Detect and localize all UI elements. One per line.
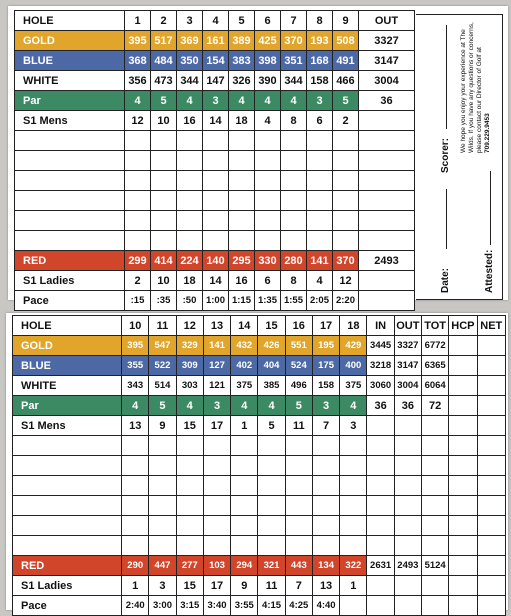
white-out-total: 3004	[394, 376, 421, 396]
hole-number: 7	[281, 11, 307, 31]
white-yardage: 390	[255, 71, 281, 91]
out-header: OUT	[394, 316, 421, 336]
ladies-handicap: 3	[149, 576, 176, 596]
white-tee-row	[13, 376, 506, 396]
hole-row	[15, 11, 415, 31]
s1-mens-row	[13, 416, 506, 436]
back-nine-card	[6, 313, 508, 610]
ladies-handicap: 12	[333, 271, 359, 291]
score-row[interactable]	[15, 191, 415, 211]
tot-cell	[422, 596, 449, 616]
pace-time: :50	[177, 291, 203, 311]
par-label: Par	[13, 396, 122, 416]
ladies-handicap: 2	[125, 271, 151, 291]
gold-yardage: 429	[340, 336, 367, 356]
ladies-handicap: 18	[177, 271, 203, 291]
red-yardage: 140	[203, 251, 229, 271]
s1-ladies-row	[13, 576, 506, 596]
white-yardage: 385	[258, 376, 285, 396]
mens-handicap: 1	[231, 416, 258, 436]
score-row[interactable]	[13, 536, 506, 556]
hole-number: 4	[203, 11, 229, 31]
score-row[interactable]	[15, 231, 415, 251]
pace-time: 2:40	[122, 596, 149, 616]
red-label: RED	[15, 251, 125, 271]
blue-yardage: 175	[312, 356, 339, 376]
blue-yardage: 524	[285, 356, 312, 376]
mens-handicap: 2	[333, 111, 359, 131]
par-value: 3	[312, 396, 339, 416]
red-yardage: 224	[177, 251, 203, 271]
pace-label: Pace	[13, 596, 122, 616]
hole-number: 8	[307, 11, 333, 31]
score-row[interactable]	[13, 516, 506, 536]
gold-yardage: 395	[125, 31, 151, 51]
mens-handicap: 5	[258, 416, 285, 436]
blue-yardage: 398	[255, 51, 281, 71]
red-tot-total: 5124	[422, 556, 449, 576]
par-value: 5	[149, 396, 176, 416]
hole-row	[13, 316, 506, 336]
red-out-total: 2493	[394, 556, 421, 576]
s1-mens-row	[15, 111, 415, 131]
pace-row	[15, 291, 415, 311]
par-tot-total: 72	[422, 396, 449, 416]
net-cell[interactable]	[477, 416, 505, 436]
blue-tot-total: 6365	[422, 356, 449, 376]
red-yardage: 321	[258, 556, 285, 576]
par-value: 3	[307, 91, 333, 111]
net-cell	[477, 596, 505, 616]
hole-number: 2	[151, 11, 177, 31]
ladies-handicap: 15	[176, 576, 203, 596]
mens-handicap: 12	[125, 111, 151, 131]
pace-time: 4:25	[285, 596, 312, 616]
ladies-handicap: 9	[231, 576, 258, 596]
hole-label: HOLE	[13, 316, 122, 336]
par-value: 4	[340, 396, 367, 416]
white-yardage: 514	[149, 376, 176, 396]
mens-handicap: 6	[307, 111, 333, 131]
pace-time	[340, 596, 367, 616]
score-row[interactable]	[15, 171, 415, 191]
hole-number: 6	[255, 11, 281, 31]
gold-yardage: 426	[258, 336, 285, 356]
hcp-cell[interactable]	[449, 396, 477, 416]
net-cell[interactable]	[477, 376, 505, 396]
gold-tee-row	[13, 336, 506, 356]
net-header: NET	[477, 316, 505, 336]
white-yardage: 344	[281, 71, 307, 91]
ladies-handicap: 13	[312, 576, 339, 596]
gold-in-total: 3445	[367, 336, 394, 356]
hcp-cell[interactable]	[449, 356, 477, 376]
net-cell[interactable]	[477, 356, 505, 376]
blue-yardage: 368	[125, 51, 151, 71]
red-yardage: 414	[151, 251, 177, 271]
hole-number: 13	[203, 316, 230, 336]
blue-yardage: 522	[149, 356, 176, 376]
hole-number: 15	[258, 316, 285, 336]
hole-number: 5	[229, 11, 255, 31]
s1-ladies-label: S1 Ladies	[15, 271, 125, 291]
gold-yardage: 329	[176, 336, 203, 356]
gold-label: GOLD	[15, 31, 125, 51]
pace-time: 1:55	[281, 291, 307, 311]
out-cell	[394, 596, 421, 616]
mens-handicap: 9	[149, 416, 176, 436]
score-row[interactable]	[13, 496, 506, 516]
attested-signature-line[interactable]	[490, 171, 491, 245]
score-row[interactable]	[13, 476, 506, 496]
par-value: 4	[281, 91, 307, 111]
date-label: Date:	[440, 267, 451, 293]
par-value: 5	[151, 91, 177, 111]
phone-number: 709.229.9453	[484, 113, 491, 153]
red-yardage: 447	[149, 556, 176, 576]
pace-time: 1:15	[229, 291, 255, 311]
gold-yardage: 370	[281, 31, 307, 51]
white-out-total: 3004	[359, 71, 415, 91]
gold-label: GOLD	[13, 336, 122, 356]
red-yardage: 134	[312, 556, 339, 576]
pace-time: 2:20	[333, 291, 359, 311]
score-row[interactable]	[13, 436, 506, 456]
pace-time: 3:55	[231, 596, 258, 616]
ladies-handicap: 16	[229, 271, 255, 291]
hole-number: 11	[149, 316, 176, 336]
par-row	[13, 396, 506, 416]
pace-time: :35	[151, 291, 177, 311]
blue-yardage: 168	[307, 51, 333, 71]
in-cell	[367, 596, 394, 616]
gold-yardage: 547	[149, 336, 176, 356]
ladies-handicap: 4	[307, 271, 333, 291]
blue-out-total: 3147	[359, 51, 415, 71]
pace-time: 3:40	[203, 596, 230, 616]
blue-label: BLUE	[15, 51, 125, 71]
pace-out-cell	[359, 291, 415, 311]
net-cell[interactable]	[477, 396, 505, 416]
blue-yardage: 309	[176, 356, 203, 376]
red-yardage: 299	[125, 251, 151, 271]
date-line[interactable]	[446, 189, 447, 249]
gold-yardage: 517	[151, 31, 177, 51]
hole-number: 14	[231, 316, 258, 336]
mens-out-cell[interactable]	[359, 111, 415, 131]
score-row[interactable]	[15, 211, 415, 231]
red-yardage: 141	[307, 251, 333, 271]
s1-ladies-row	[15, 271, 415, 291]
blue-yardage: 484	[151, 51, 177, 71]
pace-time: 2:05	[307, 291, 333, 311]
gold-out-total: 3327	[359, 31, 415, 51]
red-tee-row	[15, 251, 415, 271]
par-value: 4	[229, 91, 255, 111]
ladies-handicap: 7	[285, 576, 312, 596]
par-value: 4	[125, 91, 151, 111]
par-out-total: 36	[359, 91, 415, 111]
par-row	[15, 91, 415, 111]
mens-handicap: 18	[229, 111, 255, 131]
gold-out-total: 3327	[394, 336, 421, 356]
in-cell[interactable]	[367, 576, 394, 596]
blue-yardage: 383	[229, 51, 255, 71]
white-yardage: 496	[285, 376, 312, 396]
mens-handicap: 3	[340, 416, 367, 436]
gold-yardage: 425	[255, 31, 281, 51]
pace-time: 4:15	[258, 596, 285, 616]
white-yardage: 147	[203, 71, 229, 91]
mens-handicap: 7	[312, 416, 339, 436]
tot-cell[interactable]	[422, 576, 449, 596]
front-nine-table	[14, 10, 415, 311]
par-out-total: 36	[394, 396, 421, 416]
attested-label: Attested:	[484, 249, 495, 293]
gold-yardage: 551	[285, 336, 312, 356]
white-label: WHITE	[15, 71, 125, 91]
mens-handicap: 16	[177, 111, 203, 131]
ladies-handicap: 1	[340, 576, 367, 596]
white-yardage: 375	[231, 376, 258, 396]
white-yardage: 344	[177, 71, 203, 91]
par-value: 4	[255, 91, 281, 111]
ladies-out-cell[interactable]	[359, 271, 415, 291]
ladies-handicap: 6	[255, 271, 281, 291]
hcp-cell[interactable]	[449, 336, 477, 356]
ladies-handicap: 14	[203, 271, 229, 291]
red-yardage: 280	[281, 251, 307, 271]
par-value: 4	[231, 396, 258, 416]
s1-ladies-label: S1 Ladies	[13, 576, 122, 596]
par-value: 5	[333, 91, 359, 111]
white-yardage: 343	[122, 376, 149, 396]
blue-yardage: 404	[258, 356, 285, 376]
scorer-panel	[416, 14, 503, 300]
par-value: 4	[176, 396, 203, 416]
gold-yardage: 395	[122, 336, 149, 356]
blue-yardage: 491	[333, 51, 359, 71]
gold-yardage: 508	[333, 31, 359, 51]
pace-label: Pace	[15, 291, 125, 311]
scorer-signature-line[interactable]	[446, 25, 447, 129]
gold-yardage: 369	[177, 31, 203, 51]
white-yardage: 326	[229, 71, 255, 91]
in-header: IN	[367, 316, 394, 336]
hole-number: 10	[122, 316, 149, 336]
mens-handicap: 15	[176, 416, 203, 436]
red-yardage: 277	[176, 556, 203, 576]
red-yardage: 290	[122, 556, 149, 576]
mens-handicap: 17	[203, 416, 230, 436]
blue-out-total: 3147	[394, 356, 421, 376]
white-tot-total: 6064	[422, 376, 449, 396]
s1-mens-label: S1 Mens	[15, 111, 125, 131]
contact-note-text: We hope you enjoy your experience at The Wilds. If you have any questions or concerns, please contact our Director of Golf at	[460, 22, 483, 153]
white-yardage: 303	[176, 376, 203, 396]
contact-note	[460, 21, 492, 153]
hcp-cell[interactable]	[449, 416, 477, 436]
white-tee-row	[15, 71, 415, 91]
tot-header: TOT	[422, 316, 449, 336]
ladies-handicap: 8	[281, 271, 307, 291]
net-cell[interactable]	[477, 576, 505, 596]
mens-handicap: 10	[151, 111, 177, 131]
blue-yardage: 351	[281, 51, 307, 71]
hole-label: HOLE	[15, 11, 125, 31]
mens-handicap: 4	[255, 111, 281, 131]
hcp-cell[interactable]	[449, 376, 477, 396]
red-yardage: 294	[231, 556, 258, 576]
in-cell[interactable]	[367, 416, 394, 436]
par-value: 5	[285, 396, 312, 416]
par-value: 4	[258, 396, 285, 416]
blue-yardage: 402	[231, 356, 258, 376]
pace-time: 4:40	[312, 596, 339, 616]
par-label: Par	[15, 91, 125, 111]
scorer-label: Scorer:	[440, 137, 451, 173]
red-yardage: 370	[333, 251, 359, 271]
back-nine-table	[12, 315, 506, 616]
blue-tee-row	[13, 356, 506, 376]
blue-yardage: 400	[340, 356, 367, 376]
red-yardage: 330	[255, 251, 281, 271]
out-cell[interactable]	[394, 576, 421, 596]
white-yardage: 356	[125, 71, 151, 91]
mens-handicap: 8	[281, 111, 307, 131]
white-in-total: 3060	[367, 376, 394, 396]
gold-tot-total: 6772	[422, 336, 449, 356]
tot-cell[interactable]	[422, 416, 449, 436]
blue-yardage: 355	[122, 356, 149, 376]
red-label: RED	[13, 556, 122, 576]
score-row[interactable]	[13, 456, 506, 476]
hole-number: 17	[312, 316, 339, 336]
mens-handicap: 11	[285, 416, 312, 436]
ladies-handicap: 1	[122, 576, 149, 596]
gold-yardage: 389	[229, 31, 255, 51]
par-value: 4	[122, 396, 149, 416]
red-in-total: 2631	[367, 556, 394, 576]
ladies-handicap: 17	[203, 576, 230, 596]
hcp-cell[interactable]	[449, 576, 477, 596]
white-yardage: 121	[203, 376, 230, 396]
out-cell[interactable]	[394, 416, 421, 436]
hole-number: 16	[285, 316, 312, 336]
ladies-handicap: 11	[258, 576, 285, 596]
red-yardage: 443	[285, 556, 312, 576]
blue-tee-row	[15, 51, 415, 71]
gold-yardage: 193	[307, 31, 333, 51]
gold-tee-row	[15, 31, 415, 51]
pace-time: 3:00	[149, 596, 176, 616]
mens-handicap: 14	[203, 111, 229, 131]
white-yardage: 466	[333, 71, 359, 91]
par-value: 4	[177, 91, 203, 111]
hcp-cell[interactable]	[449, 556, 477, 576]
hole-number: 1	[125, 11, 151, 31]
out-header: OUT	[359, 11, 415, 31]
red-tee-row	[13, 556, 506, 576]
gold-yardage: 195	[312, 336, 339, 356]
par-in-total: 36	[367, 396, 394, 416]
ladies-handicap: 10	[151, 271, 177, 291]
red-yardage: 103	[203, 556, 230, 576]
hcp-cell	[449, 596, 477, 616]
par-value: 3	[203, 91, 229, 111]
blue-yardage: 127	[203, 356, 230, 376]
red-yardage: 295	[229, 251, 255, 271]
gold-yardage: 141	[203, 336, 230, 356]
blue-yardage: 350	[177, 51, 203, 71]
s1-mens-label: S1 Mens	[13, 416, 122, 436]
red-yardage: 322	[340, 556, 367, 576]
pace-time: :15	[125, 291, 151, 311]
pace-time: 3:15	[176, 596, 203, 616]
score-row[interactable]	[15, 131, 415, 151]
gold-yardage: 161	[203, 31, 229, 51]
mens-handicap: 13	[122, 416, 149, 436]
net-cell[interactable]	[477, 336, 505, 356]
blue-yardage: 154	[203, 51, 229, 71]
pace-time: 1:35	[255, 291, 281, 311]
pace-row	[13, 596, 506, 616]
white-yardage: 473	[151, 71, 177, 91]
white-label: WHITE	[13, 376, 122, 396]
white-yardage: 158	[312, 376, 339, 396]
blue-in-total: 3218	[367, 356, 394, 376]
hole-number: 12	[176, 316, 203, 336]
red-out-total: 2493	[359, 251, 415, 271]
hole-number: 9	[333, 11, 359, 31]
white-yardage: 375	[340, 376, 367, 396]
score-row[interactable]	[15, 151, 415, 171]
hole-number: 18	[340, 316, 367, 336]
front-nine-card	[8, 6, 508, 307]
gold-yardage: 432	[231, 336, 258, 356]
hole-number: 3	[177, 11, 203, 31]
white-yardage: 158	[307, 71, 333, 91]
hcp-header: HCP	[449, 316, 477, 336]
par-value: 3	[203, 396, 230, 416]
pace-time: 1:00	[203, 291, 229, 311]
net-cell[interactable]	[477, 556, 505, 576]
blue-label: BLUE	[13, 356, 122, 376]
